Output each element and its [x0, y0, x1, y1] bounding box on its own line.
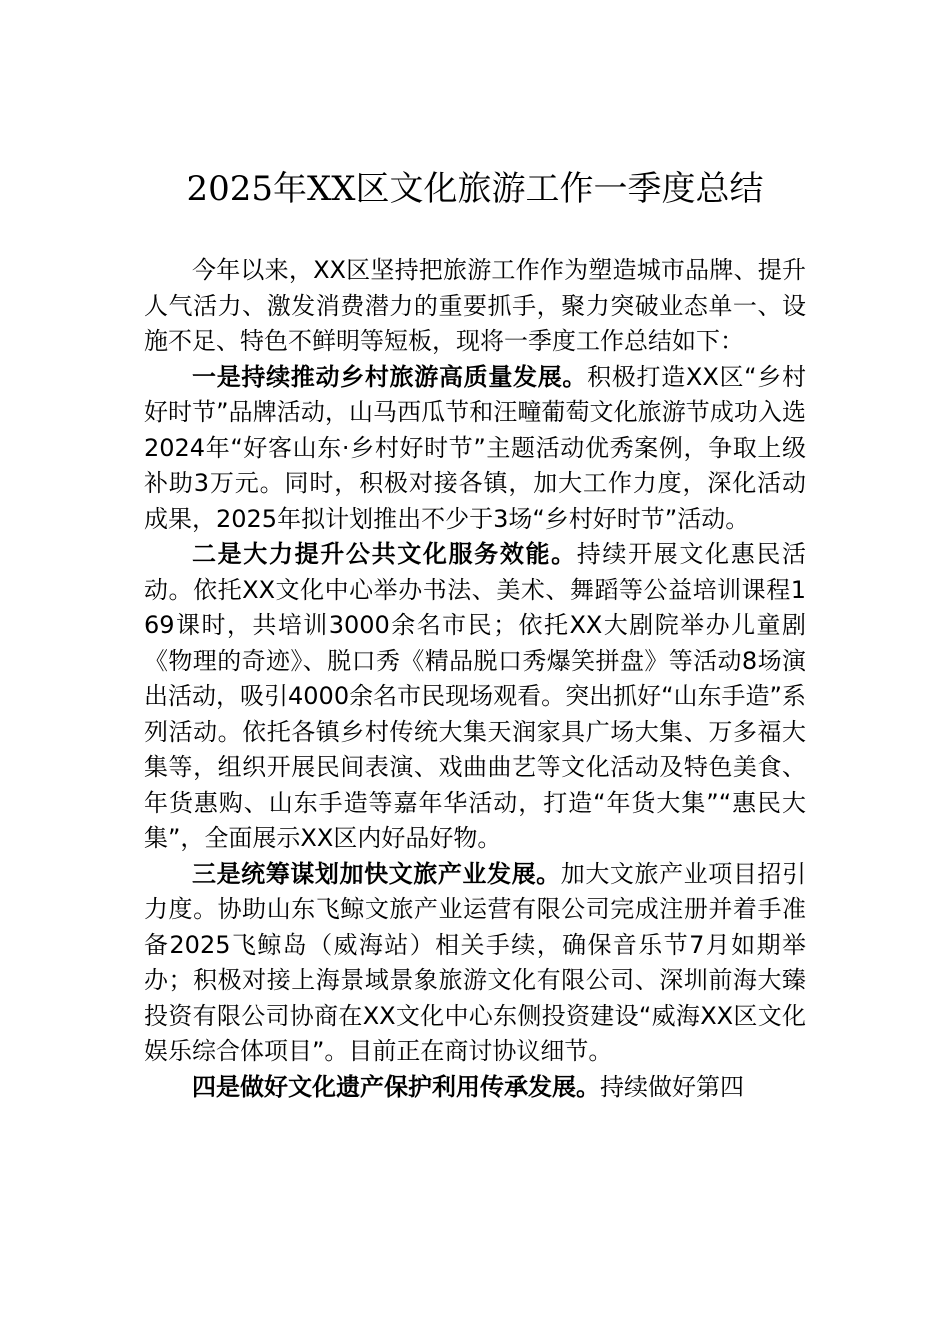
paragraph-text: 今年以来，XX区坚持把旅游工作作为塑造城市品牌、提升人气活力、激发消费潜力的重要抓手，聚力突破业态单一、设施不足、特色不鲜明等短板，现将一季度工作总结如下： [144, 256, 806, 355]
paragraph-heritage [144, 1070, 806, 1106]
paragraph-industry [144, 857, 806, 1070]
paragraph-text: 加大文旅产业项目招引力度。协助山东飞鲸文旅产业运营有限公司完成注册并着手准备2025飞鲸岛（威海站）相关手续，确保音乐节7月如期举办；积极对接上海景域景象旅游文化有限公司、深圳前海大臻投资有限公司协商在XX文化中心东侧投资建设“威海XX区文化娱乐综合体项目”。目前正在商讨协议细节。 [144, 859, 806, 1065]
paragraph-text: 持续做好第四 [600, 1072, 744, 1101]
paragraph-lead: 三是统筹谋划加快文旅产业发展。 [192, 859, 561, 888]
paragraph-text: 持续开展文化惠民活动。依托XX文化中心举办书法、美术、舞蹈等公益培训课程169课时，共培训3000余名市民；依托XX大剧院举办儿童剧《物理的奇迹》、脱口秀《精品脱口秀爆笑拼盘》等活动8场演出活动，吸引4000余名市民现场观看。突出抓好“山东手造”系列活动。依托各镇乡村传统大集天润家具广场大集、万多福大集等，组织开展民间表演、戏曲曲艺等文化活动及特色美食、年货惠购、山东手造等嘉年华活动，打造“年货大集”“惠民大集”，全面展示XX区内好品好物。 [144, 540, 806, 852]
paragraph-lead: 二是大力提升公共文化服务效能。 [192, 540, 577, 568]
paragraph-rural-tourism [144, 360, 806, 538]
paragraph-intro [144, 253, 806, 360]
paragraph-text: 积极打造XX区“乡村好时节”品牌活动，山马西瓜节和汪疃葡萄文化旅游节成功入选2024年“好客山东·乡村好时节”主题活动优秀案例，争取上级补助3万元。同时，积极对接各镇，加大工作力度，深化活动成果，2025年拟计划推出不少于3场“乡村好时节”活动。 [144, 362, 806, 533]
paragraph-lead: 一是持续推动乡村旅游高质量发展。 [192, 362, 588, 391]
document-body [144, 253, 806, 1105]
paragraph-public-culture [144, 537, 806, 857]
document-title: 2025年XX区文化旅游工作一季度总结 [186, 169, 764, 209]
paragraph-lead: 四是做好文化遗产保护利用传承发展。 [192, 1072, 600, 1101]
